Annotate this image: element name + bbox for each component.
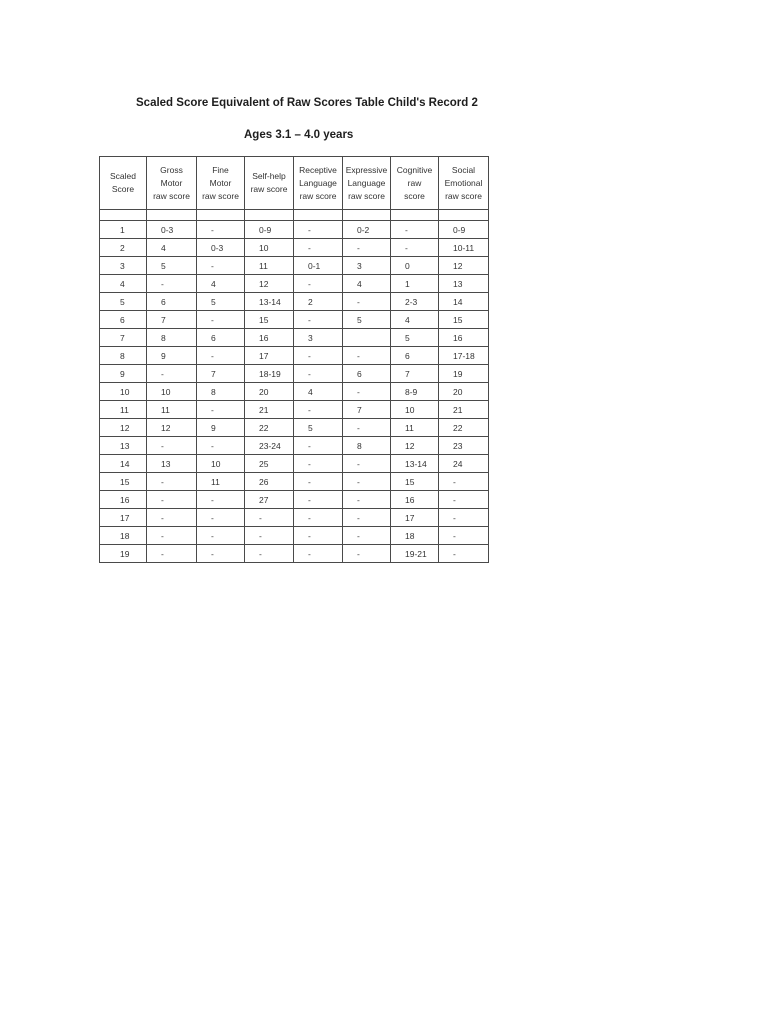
cell-self-help: 21 xyxy=(245,401,294,419)
cell-scaled-score: 12 xyxy=(100,419,147,437)
cell-receptive-language: 0-1 xyxy=(294,257,343,275)
cell-self-help: 23-24 xyxy=(245,437,294,455)
cell-scaled-score: 5 xyxy=(100,293,147,311)
header-row xyxy=(100,157,489,210)
cell-expressive-language: - xyxy=(343,455,391,473)
cell-social-emotional: 17-18 xyxy=(439,347,489,365)
cell-receptive-language: - xyxy=(294,473,343,491)
cell-fine-motor: - xyxy=(197,347,245,365)
cell-fine-motor: 0-3 xyxy=(197,239,245,257)
cell-receptive-language: - xyxy=(294,545,343,563)
cell-scaled-score: 2 xyxy=(100,239,147,257)
header-self-help: Self-help raw score xyxy=(245,157,294,210)
table-row xyxy=(100,527,489,545)
cell-fine-motor: 4 xyxy=(197,275,245,293)
cell-expressive-language: - xyxy=(343,491,391,509)
cell-fine-motor: 5 xyxy=(197,293,245,311)
cell-expressive-language: - xyxy=(343,347,391,365)
cell-self-help: 26 xyxy=(245,473,294,491)
cell-receptive-language: - xyxy=(294,509,343,527)
cell-self-help: 25 xyxy=(245,455,294,473)
cell-gross-motor: 7 xyxy=(147,311,197,329)
cell-scaled-score: 10 xyxy=(100,383,147,401)
cell-self-help: 12 xyxy=(245,275,294,293)
spacer-cell xyxy=(439,210,489,221)
cell-social-emotional: 23 xyxy=(439,437,489,455)
cell-scaled-score: 19 xyxy=(100,545,147,563)
cell-expressive-language: - xyxy=(343,545,391,563)
cell-fine-motor: 6 xyxy=(197,329,245,347)
spacer-cell xyxy=(197,210,245,221)
cell-receptive-language: - xyxy=(294,347,343,365)
cell-cognitive: 6 xyxy=(391,347,439,365)
cell-fine-motor: - xyxy=(197,491,245,509)
cell-fine-motor: 8 xyxy=(197,383,245,401)
cell-gross-motor: - xyxy=(147,365,197,383)
cell-receptive-language: - xyxy=(294,239,343,257)
cell-social-emotional: - xyxy=(439,473,489,491)
spacer-cell xyxy=(294,210,343,221)
cell-scaled-score: 18 xyxy=(100,527,147,545)
cell-expressive-language: 0-2 xyxy=(343,221,391,239)
cell-cognitive: 13-14 xyxy=(391,455,439,473)
cell-cognitive: 4 xyxy=(391,311,439,329)
spacer-cell xyxy=(100,210,147,221)
cell-social-emotional: 22 xyxy=(439,419,489,437)
cell-expressive-language: - xyxy=(343,473,391,491)
cell-gross-motor: - xyxy=(147,545,197,563)
header-expressive-language: Expressive Language raw score xyxy=(343,157,391,210)
cell-gross-motor: 6 xyxy=(147,293,197,311)
cell-scaled-score: 7 xyxy=(100,329,147,347)
table-row xyxy=(100,365,489,383)
cell-cognitive: 7 xyxy=(391,365,439,383)
cell-gross-motor: 0-3 xyxy=(147,221,197,239)
cell-fine-motor: - xyxy=(197,311,245,329)
cell-receptive-language: 4 xyxy=(294,383,343,401)
cell-gross-motor: - xyxy=(147,491,197,509)
table-row xyxy=(100,221,489,239)
cell-fine-motor: 7 xyxy=(197,365,245,383)
table-row xyxy=(100,383,489,401)
cell-social-emotional: 13 xyxy=(439,275,489,293)
cell-receptive-language: - xyxy=(294,401,343,419)
cell-scaled-score: 14 xyxy=(100,455,147,473)
cell-fine-motor: - xyxy=(197,509,245,527)
cell-cognitive: 0 xyxy=(391,257,439,275)
table-row xyxy=(100,473,489,491)
cell-cognitive: 18 xyxy=(391,527,439,545)
cell-receptive-language: - xyxy=(294,221,343,239)
cell-fine-motor: - xyxy=(197,437,245,455)
cell-receptive-language: - xyxy=(294,455,343,473)
cell-cognitive: 2-3 xyxy=(391,293,439,311)
cell-self-help: 16 xyxy=(245,329,294,347)
table-row xyxy=(100,239,489,257)
cell-social-emotional: 10-11 xyxy=(439,239,489,257)
cell-gross-motor: 13 xyxy=(147,455,197,473)
cell-gross-motor: 10 xyxy=(147,383,197,401)
cell-self-help: - xyxy=(245,545,294,563)
cell-cognitive: - xyxy=(391,221,439,239)
cell-gross-motor: 5 xyxy=(147,257,197,275)
cell-cognitive: 1 xyxy=(391,275,439,293)
spacer-cell xyxy=(343,210,391,221)
cell-fine-motor: - xyxy=(197,257,245,275)
cell-social-emotional: - xyxy=(439,545,489,563)
cell-scaled-score: 11 xyxy=(100,401,147,419)
cell-social-emotional: 19 xyxy=(439,365,489,383)
cell-gross-motor: - xyxy=(147,527,197,545)
cell-receptive-language: - xyxy=(294,275,343,293)
cell-expressive-language: - xyxy=(343,383,391,401)
cell-scaled-score: 4 xyxy=(100,275,147,293)
table-body xyxy=(100,210,489,563)
cell-scaled-score: 13 xyxy=(100,437,147,455)
cell-receptive-language: - xyxy=(294,491,343,509)
cell-self-help: 0-9 xyxy=(245,221,294,239)
header-fine-motor: Fine Motor raw score xyxy=(197,157,245,210)
cell-scaled-score: 9 xyxy=(100,365,147,383)
table-row xyxy=(100,455,489,473)
cell-self-help: 10 xyxy=(245,239,294,257)
cell-fine-motor: - xyxy=(197,545,245,563)
cell-self-help: 27 xyxy=(245,491,294,509)
cell-social-emotional: 21 xyxy=(439,401,489,419)
cell-self-help: - xyxy=(245,509,294,527)
cell-social-emotional: 12 xyxy=(439,257,489,275)
cell-receptive-language: 3 xyxy=(294,329,343,347)
cell-receptive-language: - xyxy=(294,365,343,383)
cell-self-help: 15 xyxy=(245,311,294,329)
cell-gross-motor: 12 xyxy=(147,419,197,437)
cell-expressive-language: 4 xyxy=(343,275,391,293)
page-title: Scaled Score Equivalent of Raw Scores Table Child's Record 2 xyxy=(136,97,478,109)
cell-expressive-language: - xyxy=(343,239,391,257)
cell-receptive-language: - xyxy=(294,437,343,455)
table-header xyxy=(100,157,489,210)
table-row xyxy=(100,257,489,275)
cell-expressive-language: - xyxy=(343,527,391,545)
cell-self-help: 22 xyxy=(245,419,294,437)
cell-self-help: 18-19 xyxy=(245,365,294,383)
cell-self-help: 13-14 xyxy=(245,293,294,311)
cell-gross-motor: 4 xyxy=(147,239,197,257)
cell-social-emotional: 15 xyxy=(439,311,489,329)
cell-scaled-score: 6 xyxy=(100,311,147,329)
cell-scaled-score: 3 xyxy=(100,257,147,275)
cell-self-help: 11 xyxy=(245,257,294,275)
cell-expressive-language: - xyxy=(343,293,391,311)
table-row xyxy=(100,401,489,419)
table-row xyxy=(100,275,489,293)
spacer-cell xyxy=(245,210,294,221)
cell-cognitive: 16 xyxy=(391,491,439,509)
cell-expressive-language: - xyxy=(343,509,391,527)
spacer-cell xyxy=(147,210,197,221)
cell-expressive-language: 5 xyxy=(343,311,391,329)
cell-social-emotional: 24 xyxy=(439,455,489,473)
cell-scaled-score: 1 xyxy=(100,221,147,239)
scaled-score-table xyxy=(99,156,489,563)
cell-fine-motor: 10 xyxy=(197,455,245,473)
cell-social-emotional: 14 xyxy=(439,293,489,311)
cell-gross-motor: - xyxy=(147,437,197,455)
table-row xyxy=(100,347,489,365)
cell-expressive-language: 8 xyxy=(343,437,391,455)
cell-social-emotional: - xyxy=(439,491,489,509)
cell-social-emotional: - xyxy=(439,509,489,527)
table-row xyxy=(100,545,489,563)
spacer-cell xyxy=(391,210,439,221)
table-row xyxy=(100,293,489,311)
cell-receptive-language: - xyxy=(294,527,343,545)
cell-social-emotional: - xyxy=(439,527,489,545)
cell-gross-motor: 8 xyxy=(147,329,197,347)
cell-receptive-language: - xyxy=(294,311,343,329)
cell-receptive-language: 5 xyxy=(294,419,343,437)
cell-expressive-language: 6 xyxy=(343,365,391,383)
cell-scaled-score: 16 xyxy=(100,491,147,509)
cell-cognitive: 11 xyxy=(391,419,439,437)
cell-scaled-score: 8 xyxy=(100,347,147,365)
cell-scaled-score: 17 xyxy=(100,509,147,527)
cell-cognitive: 15 xyxy=(391,473,439,491)
table-row xyxy=(100,329,489,347)
cell-cognitive: 10 xyxy=(391,401,439,419)
cell-gross-motor: 9 xyxy=(147,347,197,365)
table-row xyxy=(100,491,489,509)
cell-expressive-language: 7 xyxy=(343,401,391,419)
header-receptive-language: Receptive Language raw score xyxy=(294,157,343,210)
cell-fine-motor: - xyxy=(197,527,245,545)
cell-social-emotional: 0-9 xyxy=(439,221,489,239)
cell-gross-motor: - xyxy=(147,275,197,293)
cell-cognitive: 5 xyxy=(391,329,439,347)
cell-self-help: 17 xyxy=(245,347,294,365)
table-row xyxy=(100,437,489,455)
table-row xyxy=(100,509,489,527)
cell-gross-motor: 11 xyxy=(147,401,197,419)
table-spacer-row xyxy=(100,210,489,221)
cell-cognitive: 17 xyxy=(391,509,439,527)
cell-expressive-language: - xyxy=(343,419,391,437)
cell-fine-motor: - xyxy=(197,221,245,239)
header-social-emotional: Social Emotional raw score xyxy=(439,157,489,210)
cell-receptive-language: 2 xyxy=(294,293,343,311)
header-gross-motor: Gross Motor raw score xyxy=(147,157,197,210)
cell-cognitive: 19-21 xyxy=(391,545,439,563)
cell-gross-motor: - xyxy=(147,473,197,491)
cell-gross-motor: - xyxy=(147,509,197,527)
table-row xyxy=(100,311,489,329)
cell-fine-motor: 9 xyxy=(197,419,245,437)
cell-cognitive: 8-9 xyxy=(391,383,439,401)
cell-self-help: 20 xyxy=(245,383,294,401)
table-row xyxy=(100,419,489,437)
cell-scaled-score: 15 xyxy=(100,473,147,491)
cell-social-emotional: 16 xyxy=(439,329,489,347)
cell-fine-motor: 11 xyxy=(197,473,245,491)
cell-expressive-language: 3 xyxy=(343,257,391,275)
cell-fine-motor: - xyxy=(197,401,245,419)
cell-expressive-language xyxy=(343,329,391,347)
header-scaled-score: Scaled Score xyxy=(100,157,147,210)
page-subtitle: Ages 3.1 – 4.0 years xyxy=(244,129,354,141)
header-cognitive: Cognitive raw score xyxy=(391,157,439,210)
cell-social-emotional: 20 xyxy=(439,383,489,401)
cell-cognitive: 12 xyxy=(391,437,439,455)
cell-cognitive: - xyxy=(391,239,439,257)
cell-self-help: - xyxy=(245,527,294,545)
